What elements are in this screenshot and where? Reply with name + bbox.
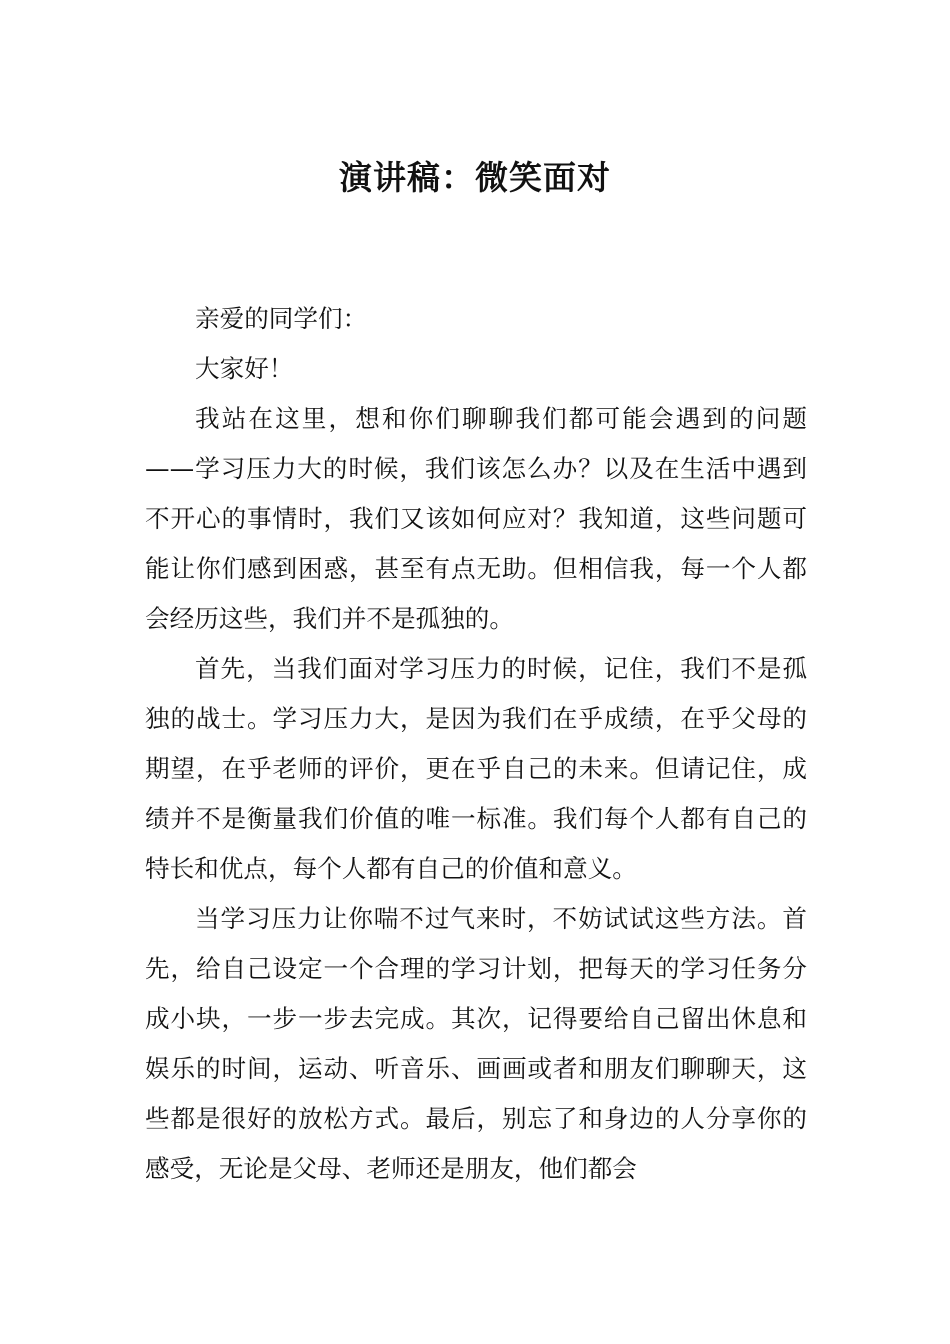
salutation-paragraph: 亲爱的同学们： — [195, 304, 368, 333]
body-paragraph: 当学习压力让你喘不过气来时，不妨试试这些方法。首先，给自己设定一个合理的学习计划，把每天的学习任务分成小块，一步一步去完成。其次，记得要给自己留出休息和娱乐的时间，运动、听音乐、画画或者和朋友们聊聊天，这些都是很好的放松方式。最后，别忘了和身边的人分享你的感受，无论是父母、老师还是朋友，他们都会 — [145, 904, 807, 1183]
document-body — [145, 294, 807, 1194]
body-paragraph: 我站在这里，想和你们聊聊我们都可能会遇到的问题——学习压力大的时候，我们该怎么办？以及在生活中遇到不开心的事情时，我们又该如何应对？我知道，这些问题可能让你们感到困惑，甚至有点无助。但相信我，每一个人都会经历这些，我们并不是孤独的。 — [145, 404, 807, 633]
body-paragraph: 首先，当我们面对学习压力的时候，记住，我们不是孤独的战士。学习压力大，是因为我们在乎成绩，在乎父母的期望，在乎老师的评价，更在乎自己的未来。但请记住，成绩并不是衡量我们价值的唯一标准。我们每个人都有自己的特长和优点，每个人都有自己的价值和意义。 — [145, 654, 807, 883]
document-title: 演讲稿：微笑面对 — [339, 158, 611, 197]
greeting-paragraph: 大家好！ — [195, 354, 294, 383]
